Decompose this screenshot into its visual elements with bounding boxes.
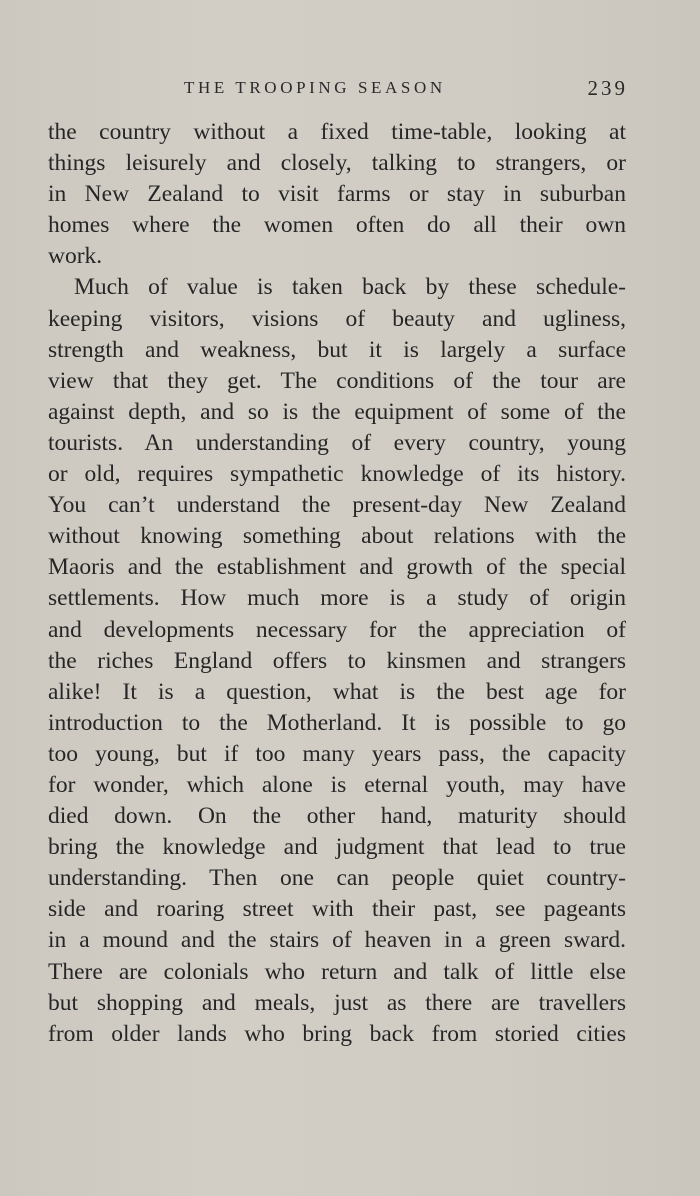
text-line-paragraph-start: Much of value is taken back by these schedule- xyxy=(74,274,626,301)
text-line: died down. On the other hand, maturity should xyxy=(48,803,626,830)
text-line: homes where the women often do all their own xyxy=(48,212,626,239)
text-line: You can’t understand the present-day New Zealand xyxy=(48,492,626,519)
text-line: work. xyxy=(48,243,103,270)
text-line: the country without a fixed time-table, looking at xyxy=(48,119,626,145)
text-line: from older lands who bring back from storied cities xyxy=(48,1020,626,1047)
text-line: There are colonials who return and talk of little else xyxy=(48,958,626,985)
text-line: things leisurely and closely, talking to strangers, or xyxy=(48,150,626,177)
text-line: in New Zealand to visit farms or stay in suburban xyxy=(48,181,626,208)
page-header xyxy=(48,76,628,102)
text-line: too young, but if too many years pass, the capacity xyxy=(48,740,626,767)
text-line: and developments necessary for the appreciation of xyxy=(48,616,626,643)
text-line: against depth, and so is the equipment of some of the xyxy=(48,398,626,425)
text-line: bring the knowledge and judgment that lead to true xyxy=(48,834,626,861)
text-line: without knowing something about relations with the xyxy=(48,523,626,550)
text-line: keeping visitors, visions of beauty and ugliness, xyxy=(48,305,626,332)
text-line: Maoris and the establishment and growth of the special xyxy=(48,554,626,581)
text-line: or old, requires sympathetic knowledge of its history. xyxy=(48,461,626,488)
text-line: strength and weakness, but it is largely a surface xyxy=(48,336,626,363)
text-line: alike! It is a question, what is the best age for xyxy=(48,678,626,705)
text-line: tourists. An understanding of every country, young xyxy=(48,429,626,456)
text-line: for wonder, which alone is eternal youth, may have xyxy=(48,771,626,798)
text-line: understanding. Then one can people quiet country- xyxy=(48,865,626,892)
page-number: 239 xyxy=(587,76,628,100)
text-line: view that they get. The conditions of the tour are xyxy=(48,367,626,394)
text-line: in a mound and the stairs of heaven in a green sward. xyxy=(48,927,626,954)
text-line: the riches England offers to kinsmen and strangers xyxy=(48,647,626,674)
text-line: settlements. How much more is a study of origin xyxy=(48,585,626,612)
text-line: side and roaring street with their past, see pageants xyxy=(48,896,626,923)
running-head: THE TROOPING SEASON xyxy=(184,78,446,97)
body-text xyxy=(48,117,626,1050)
text-line: introduction to the Motherland. It is possible to go xyxy=(48,709,626,736)
text-line: but shopping and meals, just as there are travellers xyxy=(48,989,626,1016)
